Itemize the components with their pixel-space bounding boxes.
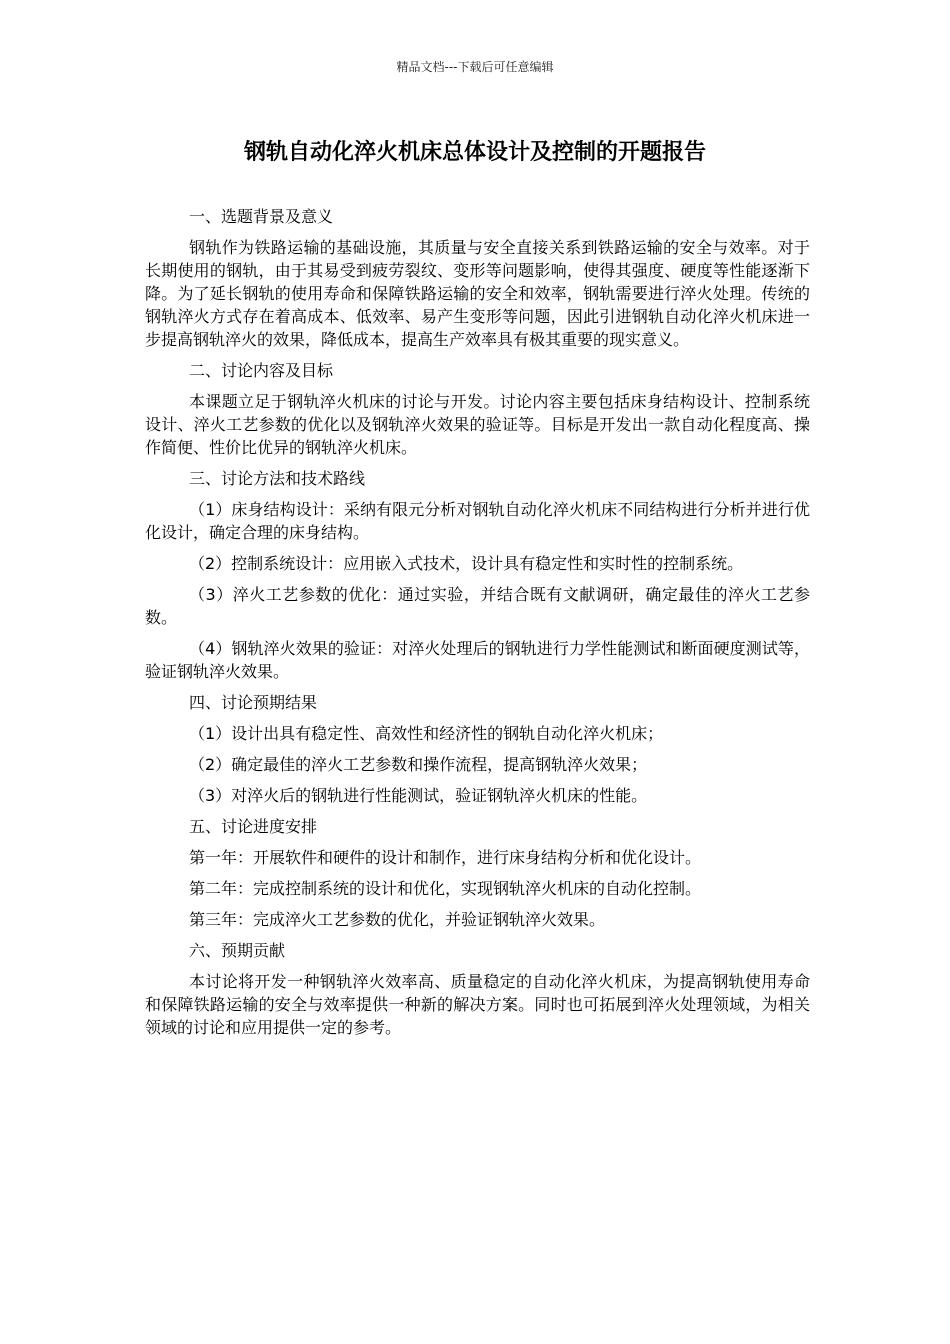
section-paragraph-contribution: 本讨论将开发一种钢轨淬火效率高、质量稳定的自动化淬火机床，为提高钢轨使用寿命和保障铁路运输的安全与效率提供一种新的解决方案。同时也可拓展到淬火处理领域，为相关领域的讨论和应用提供一定的参考。 — [145, 972, 810, 1037]
schedule-item: 第二年：完成控制系统的设计和优化，实现钢轨淬火机床的自动化控制。 — [189, 879, 702, 898]
result-item: （3）对淬火后的钢轨进行性能测试，验证钢轨淬火机床的性能。 — [189, 786, 648, 805]
section-paragraph-background: 钢轨作为铁路运输的基础设施，其质量与安全直接关系到铁路运输的安全与效率。对于长期使用的钢轨，由于其易受到疲劳裂纹、变形等问题影响，使得其强度、硬度等性能逐渐下降。为了延长钢轨的使用寿命和保障铁路运输的安全和效率，钢轨需要进行淬火处理。传统的钢轨淬火方式存在着高成本、低效率、易产生变形等问题，因此引进钢轨自动化淬火机床进一步提高钢轨淬火的效果，降低成本，提高生产效率具有极其重要的现实意义。 — [145, 238, 810, 349]
section-heading-expected-results: 四、讨论预期结果 — [189, 693, 318, 712]
section-paragraph-content-goals: 本课题立足于钢轨淬火机床的讨论与开发。讨论内容主要包括床身结构设计、控制系统设计、淬火工艺参数的优化以及钢轨淬火效果的验证等。目标是开发出一款自动化程度高、操作简便、性价比优异的钢轨淬火机床。 — [145, 392, 810, 457]
document-title: 钢轨自动化淬火机床总体设计及控制的开题报告 — [243, 140, 706, 165]
document-body — [145, 205, 810, 1047]
section-heading-schedule: 五、讨论进度安排 — [189, 817, 318, 836]
schedule-item: 第一年：开展软件和硬件的设计和制作，进行床身结构分析和优化设计。 — [189, 848, 702, 867]
method-item: （4）钢轨淬火效果的验证：对淬火处理后的钢轨进行力学性能测试和断面硬度测试等，验证钢轨淬火效果。 — [145, 639, 810, 681]
method-item: （1）床身结构设计：采纳有限元分析对钢轨自动化淬火机床不同结构进行分析并进行优化设计，确定合理的床身结构。 — [145, 500, 810, 542]
method-item: （2）控制系统设计：应用嵌入式技术，设计具有稳定性和实时性的控制系统。 — [189, 554, 744, 573]
result-item: （1）设计出具有稳定性、高效性和经济性的钢轨自动化淬火机床； — [189, 724, 664, 743]
method-item: （3）淬火工艺参数的优化：通过实验，并结合既有文献调研，确定最佳的淬火工艺参数。 — [145, 585, 810, 627]
section-heading-contribution: 六、预期贡献 — [189, 941, 286, 960]
section-heading-content-goals: 二、讨论内容及目标 — [189, 361, 334, 380]
result-item: （2）确定最佳的淬火工艺参数和操作流程，提高钢轨淬火效果； — [189, 755, 648, 774]
section-heading-background: 一、选题背景及意义 — [189, 207, 334, 226]
schedule-item: 第三年：完成淬火工艺参数的优化，并验证钢轨淬火效果。 — [189, 910, 606, 929]
section-heading-methods: 三、讨论方法和技术路线 — [189, 469, 366, 488]
page-header: 精品文档---下载后可任意编辑 — [396, 60, 554, 74]
